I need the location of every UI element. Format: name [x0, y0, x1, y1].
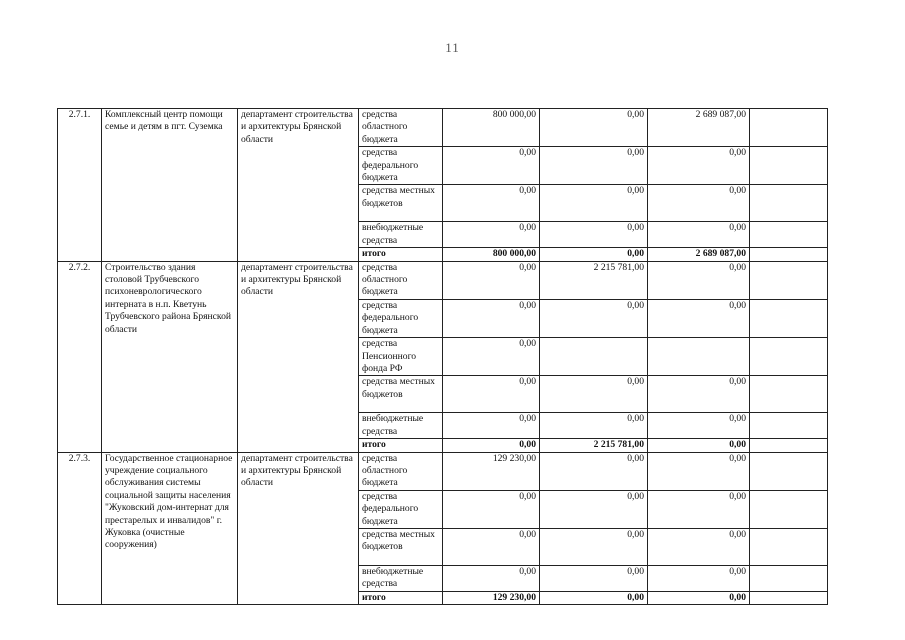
- amount-col-4: [750, 565, 828, 591]
- amount-col-4: [750, 452, 828, 490]
- budget-table: [57, 108, 828, 605]
- table-row: [58, 261, 828, 299]
- amount-col-4: [750, 261, 828, 299]
- amount-col-4: [750, 490, 828, 528]
- amount-col-4: [750, 591, 828, 604]
- amount-col-3: 2 689 087,00: [648, 109, 750, 147]
- amount-col-2: 0,00: [540, 490, 648, 528]
- amount-col-1: 800 000,00: [443, 248, 540, 261]
- amount-col-4: [750, 109, 828, 147]
- amount-col-2: 0,00: [540, 248, 648, 261]
- amount-col-1: 0,00: [443, 185, 540, 222]
- item-department: департамент строительства и архитектуры Брянской области: [238, 452, 359, 605]
- amount-col-1: 129 230,00: [443, 591, 540, 604]
- amount-col-2: 2 215 781,00: [540, 261, 648, 299]
- amount-col-2: 0,00: [540, 147, 648, 185]
- amount-col-1: 0,00: [443, 299, 540, 337]
- amount-col-4: [750, 147, 828, 185]
- amount-col-3: 0,00: [648, 591, 750, 604]
- amount-col-1: 0,00: [443, 376, 540, 413]
- funding-source: средства областного бюджета: [359, 452, 443, 490]
- funding-source: средства местных бюджетов: [359, 528, 443, 565]
- item-code: 2.7.3.: [58, 452, 102, 605]
- amount-col-4: [750, 248, 828, 261]
- amount-col-2: 0,00: [540, 528, 648, 565]
- amount-col-4: [750, 376, 828, 413]
- amount-col-3: 0,00: [648, 490, 750, 528]
- table-row: [58, 109, 828, 147]
- amount-col-3: [648, 338, 750, 376]
- amount-col-4: [750, 185, 828, 222]
- amount-col-2: 0,00: [540, 109, 648, 147]
- funding-source: средства федерального бюджета: [359, 299, 443, 337]
- amount-col-2: 2 215 781,00: [540, 439, 648, 452]
- funding-source: итого: [359, 439, 443, 452]
- amount-col-4: [750, 338, 828, 376]
- funding-source: средства областного бюджета: [359, 261, 443, 299]
- funding-source: итого: [359, 248, 443, 261]
- amount-col-3: 0,00: [648, 413, 750, 439]
- amount-col-4: [750, 222, 828, 248]
- funding-source: средства местных бюджетов: [359, 185, 443, 222]
- amount-col-2: 0,00: [540, 376, 648, 413]
- amount-col-4: [750, 528, 828, 565]
- item-name: Государственное стационарное учреждение социального обслуживания системы социальной защиты населения "Жуковский дом-интернат для престарелых и инвалидов" г. Жуковка (очистные сооружения): [102, 452, 238, 605]
- amount-col-4: [750, 413, 828, 439]
- amount-col-2: 0,00: [540, 565, 648, 591]
- table-row: [58, 452, 828, 490]
- amount-col-1: 0,00: [443, 565, 540, 591]
- amount-col-2: 0,00: [540, 222, 648, 248]
- amount-col-1: 129 230,00: [443, 452, 540, 490]
- amount-col-4: [750, 299, 828, 337]
- funding-source: средства федерального бюджета: [359, 490, 443, 528]
- amount-col-1: 0,00: [443, 261, 540, 299]
- amount-col-3: 0,00: [648, 222, 750, 248]
- amount-col-3: 0,00: [648, 565, 750, 591]
- funding-source: средства Пенсионного фонда РФ: [359, 338, 443, 376]
- amount-col-1: 0,00: [443, 222, 540, 248]
- item-name: Строительство здания столовой Трубчевского психоневрологического интерната в н.п. Кветунь Трубчевского района Брянской области: [102, 261, 238, 452]
- amount-col-2: [540, 338, 648, 376]
- amount-col-2: 0,00: [540, 299, 648, 337]
- funding-source: итого: [359, 591, 443, 604]
- item-code: 2.7.2.: [58, 261, 102, 452]
- amount-col-3: 0,00: [648, 299, 750, 337]
- funding-source: средства областного бюджета: [359, 109, 443, 147]
- item-code: 2.7.1.: [58, 109, 102, 262]
- amount-col-3: 0,00: [648, 528, 750, 565]
- page-number: 11: [445, 40, 460, 55]
- funding-source: средства местных бюджетов: [359, 376, 443, 413]
- amount-col-1: 0,00: [443, 439, 540, 452]
- amount-col-3: 0,00: [648, 439, 750, 452]
- amount-col-1: 0,00: [443, 413, 540, 439]
- amount-col-3: 0,00: [648, 452, 750, 490]
- amount-col-2: 0,00: [540, 185, 648, 222]
- item-department: департамент строительства и архитектуры Брянской области: [238, 109, 359, 262]
- item-name: Комплексный центр помощи семье и детям в пгт. Суземка: [102, 109, 238, 262]
- funding-source: внебюджетные средства: [359, 413, 443, 439]
- amount-col-4: [750, 439, 828, 452]
- funding-source: внебюджетные средства: [359, 565, 443, 591]
- amount-col-1: 0,00: [443, 490, 540, 528]
- amount-col-3: 0,00: [648, 376, 750, 413]
- amount-col-3: 0,00: [648, 261, 750, 299]
- amount-col-2: 0,00: [540, 452, 648, 490]
- table-body: [58, 109, 828, 605]
- amount-col-2: 0,00: [540, 591, 648, 604]
- amount-col-1: 0,00: [443, 528, 540, 565]
- item-department: департамент строительства и архитектуры Брянской области: [238, 261, 359, 452]
- amount-col-1: 800 000,00: [443, 109, 540, 147]
- funding-source: внебюджетные средства: [359, 222, 443, 248]
- amount-col-2: 0,00: [540, 413, 648, 439]
- funding-source: средства федерального бюджета: [359, 147, 443, 185]
- amount-col-1: 0,00: [443, 338, 540, 376]
- amount-col-3: 0,00: [648, 185, 750, 222]
- amount-col-3: 0,00: [648, 147, 750, 185]
- amount-col-3: 2 689 087,00: [648, 248, 750, 261]
- amount-col-1: 0,00: [443, 147, 540, 185]
